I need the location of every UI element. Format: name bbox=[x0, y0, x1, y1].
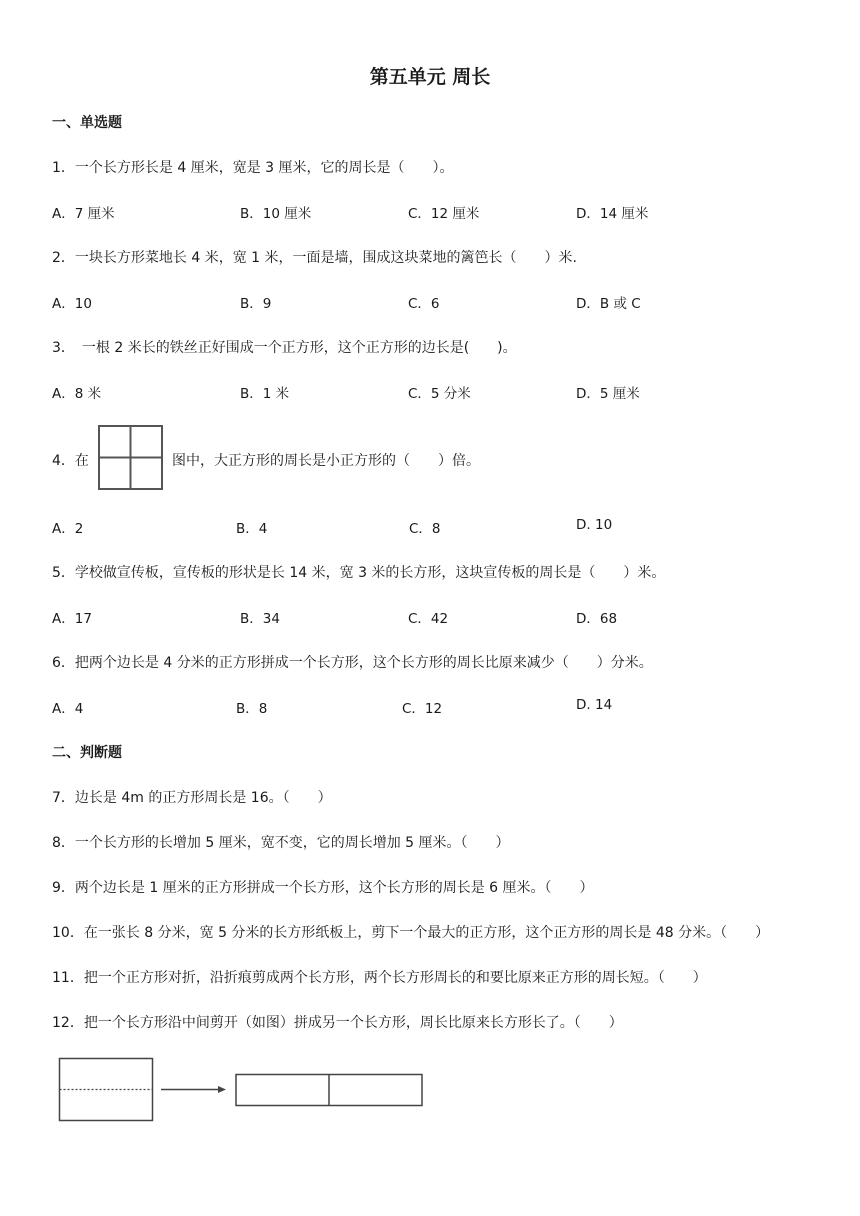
question-3-option-d[interactable]: D．5 厘米 bbox=[576, 386, 640, 402]
question-3-option-b[interactable]: B．1 米 bbox=[240, 386, 290, 402]
question-4-option-c[interactable]: C．8 bbox=[409, 521, 441, 537]
question-1-option-b[interactable]: B．10 厘米 bbox=[240, 206, 312, 222]
question-7-text: 7．边长是 4m 的正方形周长是 16。（ ） bbox=[52, 790, 332, 806]
question-4-option-a[interactable]: A．2 bbox=[52, 521, 84, 537]
page-title: 第五单元 周长 bbox=[369, 66, 491, 88]
question-1-option-d[interactable]: D．14 厘米 bbox=[576, 206, 649, 222]
question-4-option-d[interactable]: D. 10 bbox=[576, 517, 613, 533]
rectangle-cut-figure bbox=[58, 1057, 426, 1123]
question-4-option-b[interactable]: B．4 bbox=[236, 521, 268, 537]
question-5-option-c[interactable]: C．42 bbox=[408, 611, 449, 627]
question-5-option-b[interactable]: B．34 bbox=[240, 611, 280, 627]
question-6-option-b[interactable]: B．8 bbox=[236, 701, 268, 717]
question-2-option-a[interactable]: A．10 bbox=[52, 296, 92, 312]
question-6-text: 6．把两个边长是 4 分米的正方形拼成一个长方形，这个长方形的周长比原来减少（ ）分米。 bbox=[52, 655, 653, 671]
question-5-option-d[interactable]: D．68 bbox=[576, 611, 618, 627]
question-3-option-c[interactable]: C．5 分米 bbox=[408, 386, 471, 402]
question-9-text: 9．两个边长是 1 厘米的正方形拼成一个长方形，这个长方形的周长是 6 厘米。（ ） bbox=[52, 880, 594, 896]
question-2-option-b[interactable]: B．9 bbox=[240, 296, 272, 312]
question-6-option-c[interactable]: C．12 bbox=[402, 701, 443, 717]
question-3-option-a[interactable]: A．8 米 bbox=[52, 386, 102, 402]
question-1-option-a[interactable]: A．7 厘米 bbox=[52, 206, 115, 222]
question-8-text: 8．一个长方形的长增加 5 厘米，宽不变，它的周长增加 5 厘米。（ ） bbox=[52, 835, 510, 851]
question-3-text: 3． 一根 2 米长的铁丝正好围成一个正方形，这个正方形的边长是( )。 bbox=[52, 340, 517, 356]
question-4-text-before: 4．在 bbox=[52, 453, 89, 469]
question-6-option-a[interactable]: A．4 bbox=[52, 701, 84, 717]
four-squares-figure bbox=[98, 425, 164, 491]
question-11-text: 11．把一个正方形对折，沿折痕剪成两个长方形，两个长方形周长的和要比原来正方形的周长短。（ ） bbox=[52, 970, 707, 986]
section-heading-true-false: 二、判断题 bbox=[52, 745, 122, 761]
question-10-text: 10．在一张长 8 分米，宽 5 分米的长方形纸板上，剪下一个最大的正方形，这个正方形的周长是 48 分米。（ ） bbox=[52, 925, 770, 941]
question-2-option-c[interactable]: C．6 bbox=[408, 296, 440, 312]
question-5-text: 5．学校做宣传板，宣传板的形状是长 14 米，宽 3 米的长方形，这块宣传板的周长是（ ）米。 bbox=[52, 565, 666, 581]
question-2-text: 2．一块长方形菜地长 4 米，宽 1 米，一面是墙，围成这块菜地的篱笆长（ ）米. bbox=[52, 250, 577, 266]
question-6-option-d[interactable]: D. 14 bbox=[576, 697, 613, 713]
question-12-text: 12．把一个长方形沿中间剪开（如图）拼成另一个长方形，周长比原来长方形长了。（ ） bbox=[52, 1015, 623, 1031]
question-1-option-c[interactable]: C．12 厘米 bbox=[408, 206, 480, 222]
question-4-text-after: 图中，大正方形的周长是小正方形的（ ）倍。 bbox=[172, 453, 480, 469]
question-2-option-d[interactable]: D．B 或 C bbox=[576, 296, 641, 312]
question-1-text: 1．一个长方形长是 4 厘米，宽是 3 厘米，它的周长是（ ）。 bbox=[52, 160, 454, 176]
question-5-option-a[interactable]: A．17 bbox=[52, 611, 92, 627]
section-heading-single-choice: 一、单选题 bbox=[52, 115, 122, 131]
